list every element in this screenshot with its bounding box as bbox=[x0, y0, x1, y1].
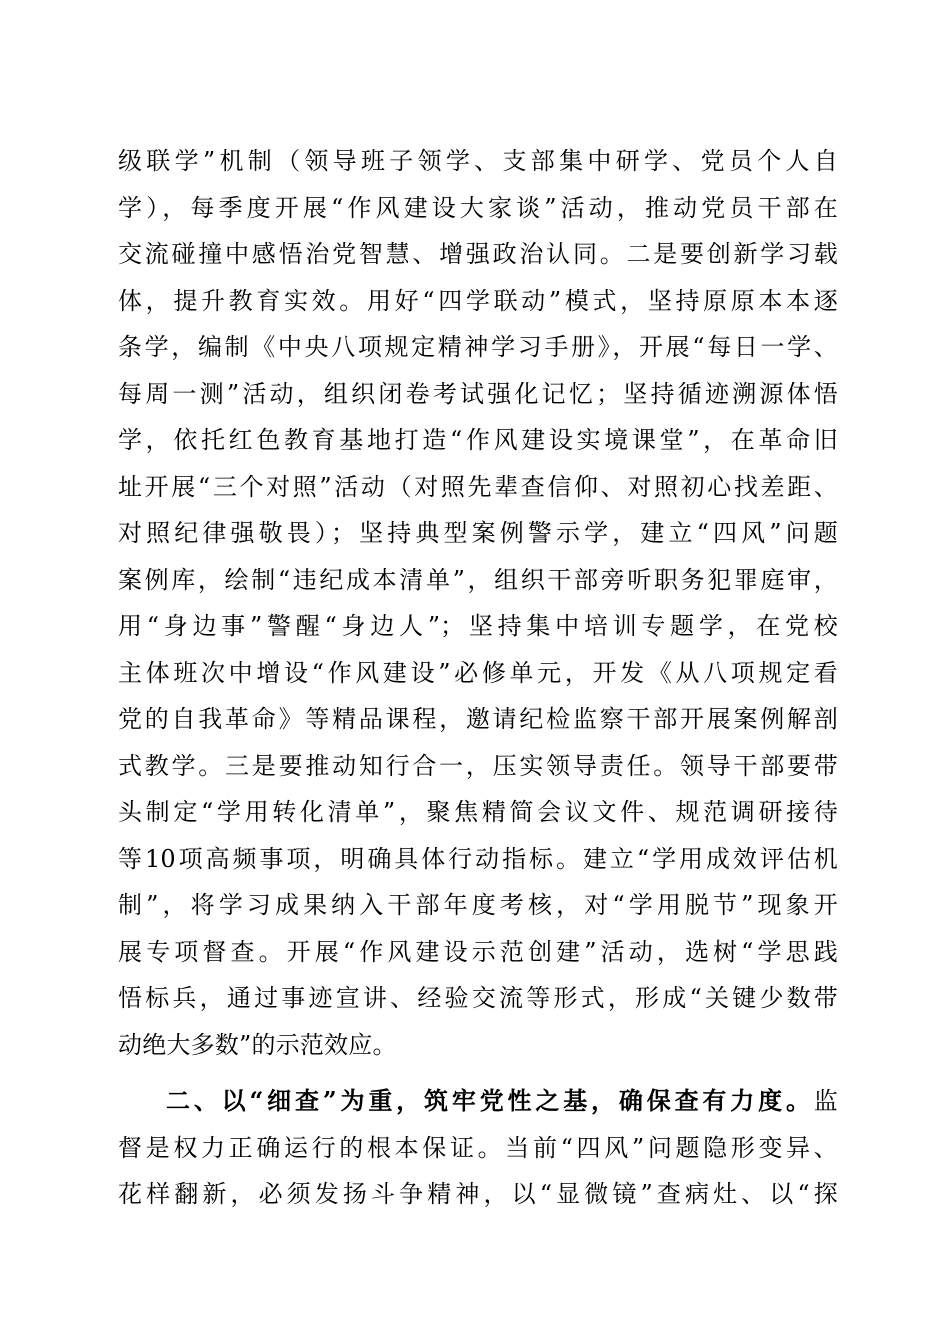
text-line: 案例库，绘制“违纪成本清单”，组织干部旁听职务犯罪庭审， bbox=[118, 565, 838, 594]
document-body bbox=[118, 138, 838, 1218]
text-line: 等10项高频事项，明确具体行动指标。建立“学用成效评估机 bbox=[118, 844, 838, 873]
paragraph-1 bbox=[118, 138, 838, 1068]
text-line: 学，依托红色教育基地打造“作风建设实境课堂”，在革命旧 bbox=[118, 426, 838, 454]
text-line: 制”，将学习成果纳入干部年度考核，对“学用脱节”现象开 bbox=[118, 891, 838, 919]
section-text: 监 bbox=[813, 1087, 838, 1115]
text-line: 学），每季度开展“作风建设大家谈”活动，推动党员干部在 bbox=[118, 193, 838, 222]
text-line: 督是权力正确运行的根本保证。当前“四风”问题隐形变异、 bbox=[118, 1133, 838, 1162]
text-line: 条学，编制《中央八项规定精神学习手册》，开展“每日一学、 bbox=[118, 333, 838, 361]
paragraph-2 bbox=[118, 1078, 838, 1218]
text-line: 对照纪律强敬畏）；坚持典型案例警示学，建立“四风”问题 bbox=[118, 519, 838, 547]
text-line: 址开展“三个对照”活动（对照先辈查信仰、对照初心找差距、 bbox=[118, 472, 838, 501]
text-line: 主体班次中增设“作风建设”必修单元，开发《从八项规定看 bbox=[118, 658, 838, 687]
text-line: 花样翻新，必须发扬斗争精神，以“显微镜”查病灶、以“探 bbox=[118, 1180, 838, 1208]
text-line: 体，提升教育实效。用好“四学联动”模式，坚持原原本本逐 bbox=[118, 286, 838, 315]
text-line: 头制定“学用转化清单”，聚焦精简会议文件、规范调研接待 bbox=[118, 798, 838, 826]
text-line: 每周一测”活动，组织闭卷考试强化记忆；坚持循迹溯源体悟 bbox=[118, 379, 838, 408]
text-line: 动绝大多数”的示范效应。 bbox=[118, 1030, 397, 1059]
paragraph-spacer bbox=[118, 1068, 838, 1078]
text-line: 党的自我革命》等精品课程，邀请纪检监察干部开展案例解剖 bbox=[118, 705, 838, 733]
text-line: 用“身边事”警醒“身边人”；坚持集中培训专题学，在党校 bbox=[118, 612, 838, 640]
text-line: 展专项督查。开展“作风建设示范创建”活动，选树“学思践 bbox=[118, 937, 838, 966]
text-line bbox=[118, 1078, 838, 1125]
text-line: 式教学。三是要推动知行合一，压实领导责任。领导干部要带 bbox=[118, 751, 838, 780]
text-line: 悟标兵，通过事迹宣讲、经验交流等形式，形成“关键少数带 bbox=[118, 984, 838, 1012]
section-heading: 二、以“细查”为重，筑牢党性之基，确保查有力度。 bbox=[166, 1086, 814, 1115]
text-line: 级联学”机制（领导班子领学、支部集中研学、党员个人自 bbox=[118, 147, 838, 175]
text-line: 交流碰撞中感悟治党智慧、增强政治认同。二是要创新学习载 bbox=[118, 240, 838, 268]
